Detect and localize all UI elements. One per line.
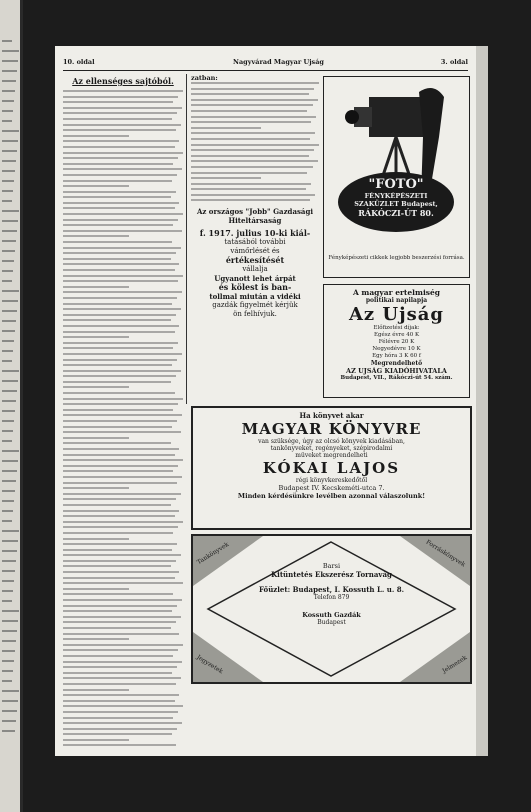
strip-text-line (2, 240, 16, 242)
text-line (63, 476, 182, 478)
strip-text-line (2, 290, 19, 292)
header-title: Nagyvárad Magyar Ujság (233, 58, 324, 66)
book-line-5: Budapest IV. Kecskeméti-utca 7. (278, 484, 385, 492)
strip-text-line (2, 670, 13, 672)
text-line (63, 666, 177, 668)
text-line (63, 101, 173, 103)
text-line (63, 96, 178, 98)
text-line (63, 689, 129, 691)
text-line (63, 370, 181, 372)
strip-text-line (2, 440, 12, 442)
bottom-ad-center (253, 562, 410, 626)
strip-text-line (2, 540, 18, 542)
book-line-3: müveket megrendelheti (295, 452, 368, 459)
header-page-right: 3. oldal (440, 58, 468, 66)
text-line (63, 605, 177, 607)
text-line (63, 146, 175, 148)
text-line (191, 183, 311, 185)
text-line (63, 263, 179, 265)
strip-text-line (2, 330, 15, 332)
page-right-edge (476, 46, 488, 756)
foto-line-3: RÁKÓCZI-ÚT 80. (358, 208, 434, 218)
bottom-ad (191, 534, 472, 684)
text-line (191, 149, 314, 151)
book-name: KÓKAI LAJOS (262, 459, 401, 477)
strip-text-line (2, 420, 14, 422)
strip-text-line (2, 60, 18, 62)
text-line (63, 359, 177, 361)
text-line (63, 174, 177, 176)
article-left-column (63, 74, 183, 752)
text-line (63, 252, 176, 254)
text-line (63, 504, 171, 506)
bottom-ad-line-1: Barsi (322, 562, 341, 570)
text-line (63, 510, 179, 512)
text-line (63, 454, 175, 456)
strip-text-line (2, 270, 13, 272)
price-line: Előfizetési díjak: (373, 325, 420, 331)
strip-text-line (2, 550, 17, 552)
strip-text-line (2, 50, 19, 52)
page-gutter-shadow (20, 0, 23, 812)
text-line (63, 129, 176, 131)
text-line (63, 325, 179, 327)
price-line: Egy hóra 3 K 60 f (372, 353, 421, 359)
foto-ad (323, 76, 470, 278)
text-line (191, 127, 261, 129)
text-line (63, 733, 172, 735)
text-line (63, 336, 129, 338)
text-line (63, 207, 175, 209)
text-line (63, 560, 176, 562)
azujsag-brand: Az Ujság (348, 304, 445, 325)
text-line (63, 700, 175, 702)
azujsag-line-5: Budapest, VII., Rákóczi-út 54. szám. (340, 375, 453, 381)
text-line (63, 633, 179, 635)
strip-text-line (2, 660, 14, 662)
azujsag-ad (323, 284, 470, 398)
bottom-ad-corner-bl: Jegyzetek (195, 653, 225, 676)
text-line (63, 694, 179, 696)
strip-text-line (2, 630, 17, 632)
strip-text-line (2, 460, 18, 462)
strip-text-line (2, 260, 14, 262)
notice-line-4: értékesítését (225, 255, 285, 266)
article-mid-column (191, 74, 319, 409)
text-line (63, 163, 173, 165)
strip-text-line (2, 680, 12, 682)
text-line (191, 199, 310, 201)
text-line (63, 180, 172, 182)
text-line (63, 241, 172, 243)
strip-text-line (2, 650, 15, 652)
text-line (63, 168, 182, 170)
bottom-ad-line-5: Kossuth Gazdák (302, 611, 361, 619)
text-line (63, 392, 175, 394)
strip-text-line (2, 480, 16, 482)
text-line (63, 90, 183, 92)
text-line (63, 291, 182, 293)
strip-text-line (2, 350, 13, 352)
text-line (191, 82, 319, 84)
newspaper-page (55, 46, 476, 756)
text-line (63, 414, 182, 416)
text-line (63, 157, 178, 159)
foto-caption: Fényképészeti cikkek legjobb beszerzési forrása. (328, 255, 465, 261)
strip-text-line (2, 580, 14, 582)
strip-text-line (2, 120, 12, 122)
text-line (191, 166, 313, 168)
strip-text-line (2, 90, 15, 92)
text-line (63, 532, 173, 534)
text-line (63, 538, 129, 540)
text-line (63, 185, 129, 187)
text-line (63, 627, 171, 629)
strip-text-line (2, 380, 18, 382)
article-mid-start: zatban: (191, 74, 218, 82)
text-line (63, 711, 178, 713)
strip-text-line (2, 220, 18, 222)
text-line (63, 202, 179, 204)
text-line (63, 275, 183, 277)
text-line (63, 722, 182, 724)
notice-line-5: vállalja (242, 265, 268, 274)
price-line: Negyedévre 10 K (372, 346, 421, 352)
strip-text-line (2, 140, 18, 142)
azujsag-line-3: Megrendelhető (370, 360, 423, 367)
text-line (191, 160, 318, 162)
strip-text-line (2, 40, 12, 42)
text-line (63, 661, 182, 663)
bottom-ad-line-6: Budapest (317, 619, 346, 626)
book-line-1: van szüksége, úgy az olcsó könyvek kiadásában, (258, 438, 405, 445)
notice-title: Az országos "Jobb" Gazdasági Hiteltársaság (196, 207, 314, 226)
strip-text-line (2, 640, 16, 642)
foto-ad-text (338, 177, 454, 218)
text-line (63, 448, 179, 450)
text-line (63, 409, 173, 411)
strip-text-line (2, 700, 18, 702)
text-line (191, 188, 306, 190)
text-line (63, 515, 175, 517)
article-mid-body (191, 82, 319, 201)
text-line (63, 286, 129, 288)
text-line (63, 554, 181, 556)
notice-line-2: tatásából további (224, 238, 286, 247)
text-line (63, 342, 178, 344)
strip-text-line (2, 600, 12, 602)
text-line (63, 565, 171, 567)
notice-line-7: és kölest is ban- (218, 282, 292, 293)
text-line (63, 107, 182, 109)
text-line (63, 314, 176, 316)
strip-text-line (2, 80, 16, 82)
strip-text-line (2, 720, 16, 722)
text-line (63, 224, 173, 226)
text-line (63, 705, 183, 707)
strip-text-line (2, 310, 17, 312)
text-line (63, 420, 177, 422)
strip-text-line (2, 570, 15, 572)
text-line (63, 347, 173, 349)
notice-line-8: tollmal miután a vidéki (209, 292, 301, 302)
text-line (63, 482, 177, 484)
text-line (63, 258, 171, 260)
foto-line-2: SZAKÜZLET Budapest, (354, 200, 438, 208)
strip-text-line (2, 560, 16, 562)
text-line (63, 191, 176, 193)
notice-line-10: ön felhívjuk. (233, 310, 277, 319)
bottom-ad-line-4: Telefon 879 (313, 594, 350, 601)
azujsag-line-1: A magyar ertelmiség (352, 288, 441, 297)
strip-text-line (2, 610, 19, 612)
text-line (63, 498, 176, 500)
text-line (63, 728, 177, 730)
text-line (63, 521, 183, 523)
strip-text-line (2, 230, 17, 232)
strip-text-line (2, 110, 13, 112)
header-rule (63, 70, 468, 71)
text-line (63, 465, 178, 467)
text-line (63, 493, 181, 495)
price-line: Egész évre 40 K (373, 332, 420, 338)
text-line (191, 110, 307, 112)
text-line (63, 621, 176, 623)
text-line (63, 152, 183, 154)
text-line (191, 138, 310, 140)
strip-text-line (2, 690, 19, 692)
strip-text-line (2, 470, 17, 472)
strip-text-line (2, 250, 15, 252)
article-left-body (63, 90, 183, 746)
text-line (63, 739, 129, 741)
text-line (63, 308, 181, 310)
text-line (63, 303, 172, 305)
strip-text-line (2, 430, 13, 432)
text-line (63, 672, 172, 674)
text-line (63, 582, 183, 584)
text-line (63, 269, 175, 271)
strip-text-line (2, 200, 12, 202)
strip-text-line (2, 340, 14, 342)
text-line (63, 331, 175, 333)
price-line: Félévre 20 K (378, 339, 415, 345)
strip-text-line (2, 190, 13, 192)
text-line (63, 459, 183, 461)
azujsag-prices (324, 325, 469, 360)
text-line (63, 403, 178, 405)
notice-line-1: f. 1917. julius 10-ki kiál- (199, 228, 311, 239)
text-line (63, 437, 129, 439)
strip-text-line (2, 620, 18, 622)
notice (191, 207, 319, 319)
book-title: MAGYAR KÖNYVRE (241, 420, 422, 438)
text-line (63, 599, 182, 601)
text-line (191, 155, 309, 157)
strip-text-line (2, 280, 12, 282)
text-line (63, 470, 173, 472)
left-adjacent-page-strip (0, 0, 22, 812)
text-line (63, 219, 178, 221)
text-line (63, 593, 173, 595)
strip-text-line (2, 520, 12, 522)
text-line (191, 99, 318, 101)
book-line-4: régi könyvkereskedőtől (295, 477, 368, 484)
strip-text-line (2, 300, 18, 302)
foto-line-1: FÉNYKÉPÉSZETI (364, 192, 428, 200)
text-line (63, 375, 176, 377)
column-divider (186, 74, 187, 404)
book-line-2: tankönyveket, regényeket, szépirodalmi (270, 445, 393, 452)
strip-text-line (2, 180, 14, 182)
text-line (63, 616, 181, 618)
text-line (63, 135, 129, 137)
strip-text-line (2, 530, 19, 532)
strip-text-line (2, 490, 15, 492)
strip-text-line (2, 210, 19, 212)
strip-text-line (2, 590, 13, 592)
text-line (191, 121, 311, 123)
strip-text-line (2, 510, 13, 512)
strip-text-line (2, 390, 17, 392)
strip-text-line (2, 450, 19, 452)
bottom-ad-corner-br: Jelmezek (440, 654, 468, 675)
text-line (63, 235, 129, 237)
strip-text-line (2, 130, 19, 132)
bottom-ad-line-3: Főüzlet: Budapest, I. Kossuth L. u. 8. (258, 585, 405, 594)
text-line (63, 588, 129, 590)
photographer-camera-illustration (324, 77, 469, 247)
text-line (63, 124, 181, 126)
bottom-ad-corner-tr: Forráskönyvek (424, 538, 467, 569)
book-ad (191, 406, 472, 530)
text-line (63, 297, 177, 299)
text-line (63, 442, 171, 444)
strip-text-line (2, 370, 19, 372)
strip-text-line (2, 360, 12, 362)
text-line (63, 683, 176, 685)
text-line (63, 381, 171, 383)
text-line (191, 88, 314, 90)
notice-line-6: Ugyanott lehet árpát (214, 274, 296, 284)
text-line (63, 649, 178, 651)
text-line (63, 112, 177, 114)
text-line (191, 172, 307, 174)
strip-text-line (2, 710, 17, 712)
strip-text-line (2, 70, 17, 72)
header-page-left: 10. oldal (63, 58, 95, 66)
strip-text-line (2, 150, 17, 152)
text-line (63, 717, 173, 719)
text-line (63, 571, 179, 573)
strip-text-line (2, 170, 15, 172)
text-line (63, 280, 178, 282)
text-line (63, 610, 172, 612)
text-line (191, 104, 313, 106)
text-line (63, 213, 183, 215)
text-line (63, 543, 177, 545)
azujsag-line-2: politikai napilapja (365, 297, 428, 304)
notice-line-9: gazdák figyelmét kérjük (212, 301, 298, 310)
text-line (63, 549, 172, 551)
text-line (63, 526, 178, 528)
text-line (63, 426, 172, 428)
article-left-title: Az ellenséges sajtóból. (72, 76, 174, 86)
foto-brand: "FOTO" (368, 177, 424, 192)
text-line (63, 196, 171, 198)
text-line (191, 144, 319, 146)
text-line (63, 140, 179, 142)
text-line (191, 116, 316, 118)
text-line (63, 118, 172, 120)
text-line (63, 247, 181, 249)
bottom-ad-line-2: Kitüntetés Ekszerész Tornavág (271, 570, 392, 579)
book-top: Ha könyvet akar (299, 411, 364, 420)
text-line (191, 177, 261, 179)
text-line (63, 431, 181, 433)
strip-text-line (2, 160, 16, 162)
bottom-ad-corner-tl: Tankönyvek (195, 540, 231, 567)
text-line (63, 398, 183, 400)
strip-text-line (2, 320, 16, 322)
text-line (63, 386, 129, 388)
text-line (63, 677, 181, 679)
strip-text-line (2, 100, 14, 102)
text-line (63, 744, 176, 746)
text-line (63, 655, 173, 657)
text-line (191, 132, 315, 134)
strip-text-line (2, 730, 15, 732)
azujsag-line-4: AZ UJSÁG KIADÓHIVATALA (346, 367, 447, 375)
notice-line-3: vámőrlését és (230, 247, 280, 256)
book-line-6: Minden kérdésünkre levélben azonnal válaszolunk! (237, 492, 426, 500)
text-line (63, 353, 182, 355)
text-line (63, 487, 129, 489)
text-line (63, 364, 172, 366)
text-line (63, 644, 183, 646)
text-line (63, 319, 171, 321)
strip-text-line (2, 400, 16, 402)
text-line (191, 194, 315, 196)
page-header (63, 56, 468, 70)
text-line (63, 577, 175, 579)
text-line (63, 230, 182, 232)
strip-text-line (2, 500, 14, 502)
text-line (191, 93, 309, 95)
strip-text-line (2, 410, 15, 412)
text-line (63, 638, 129, 640)
